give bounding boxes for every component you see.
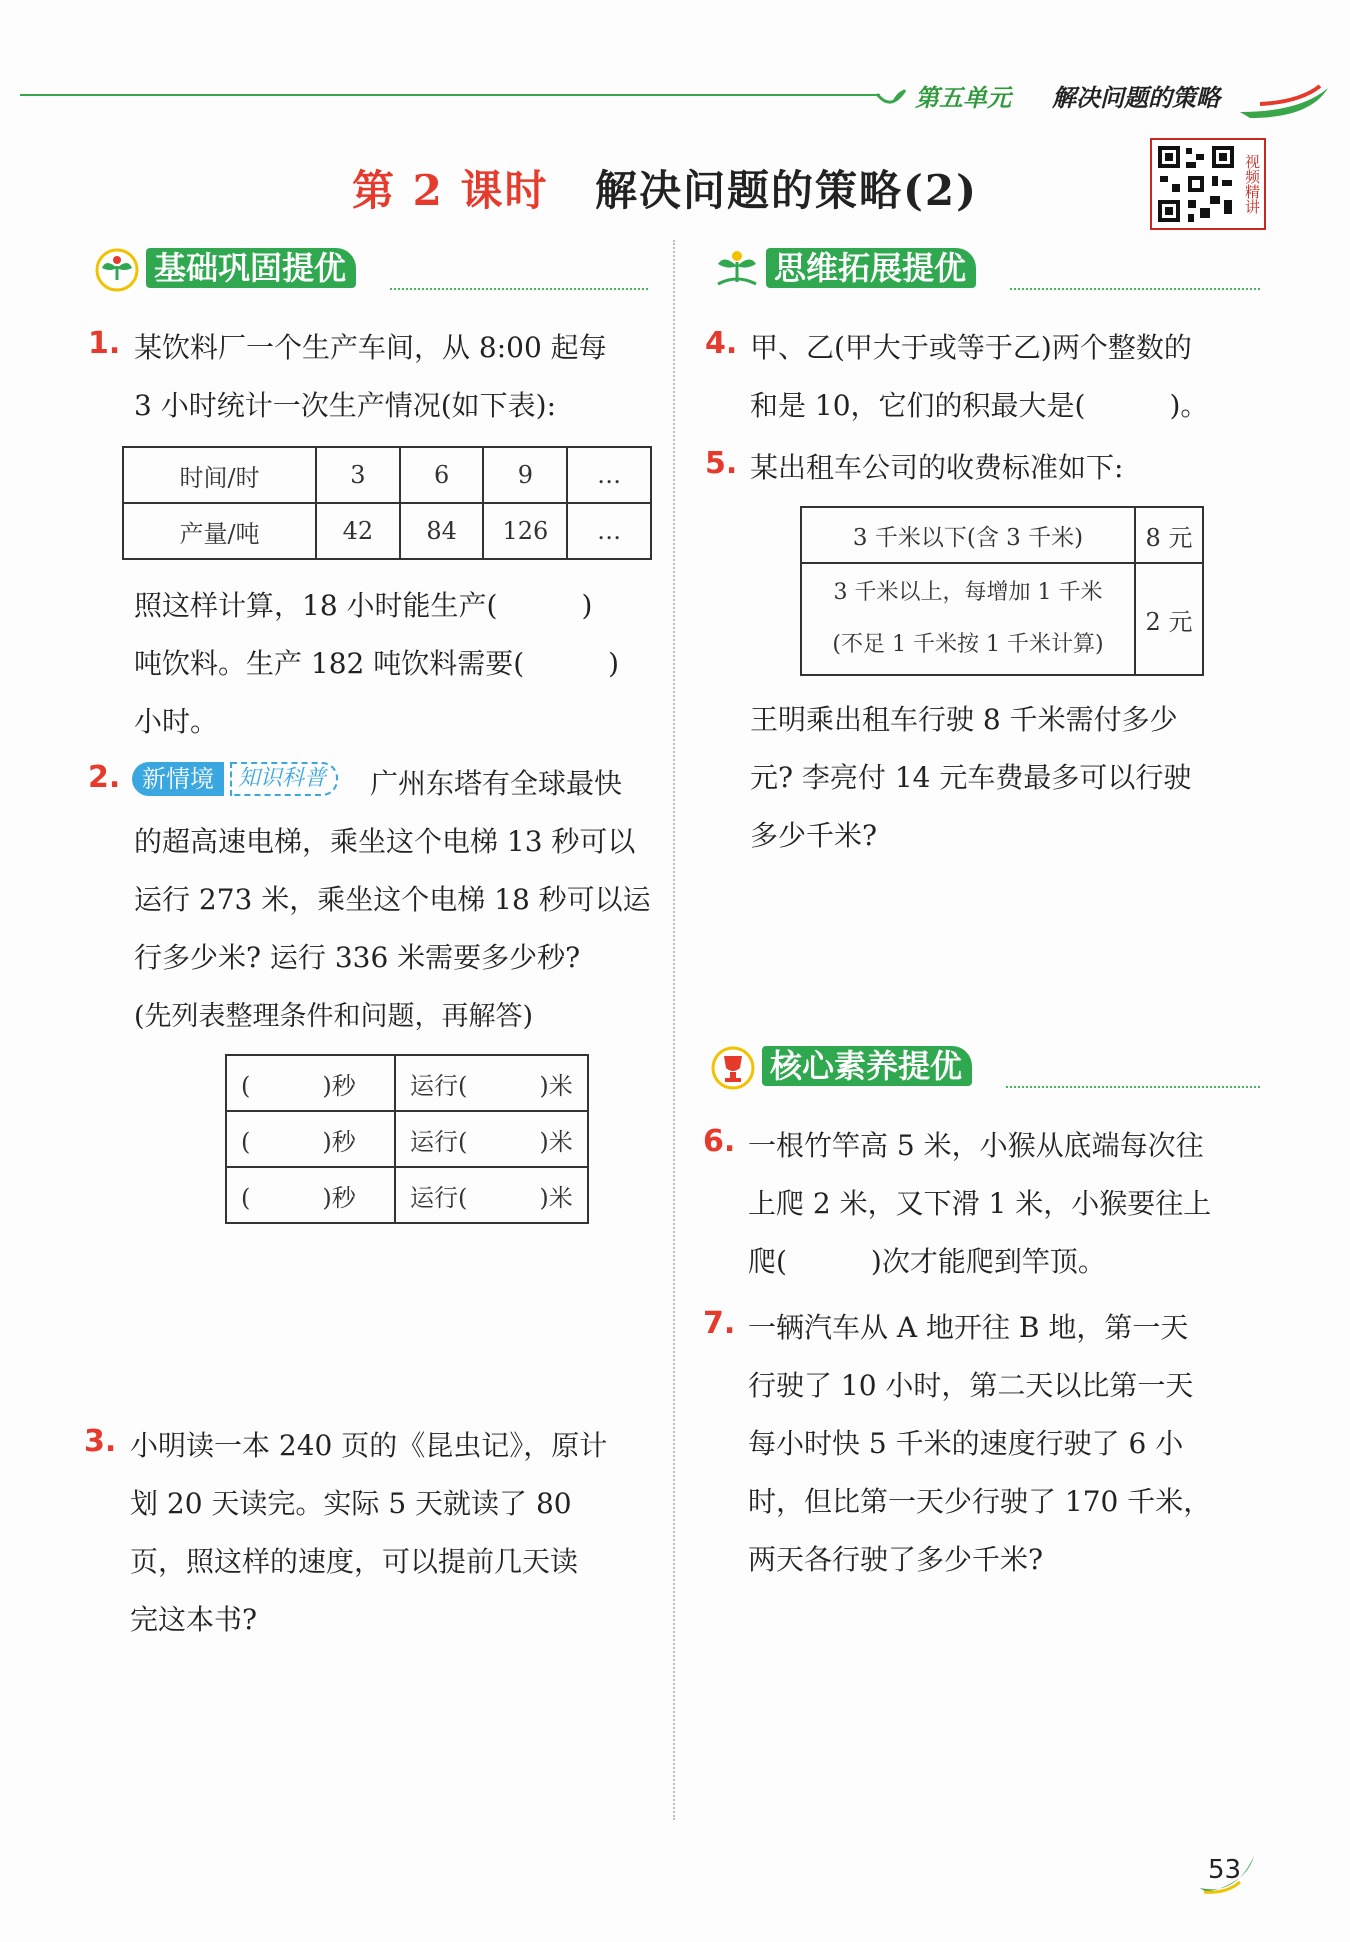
question-text: 爬( )次才能爬到竿顶。 (748, 1245, 1106, 1278)
unit-label: 第五单元 (915, 84, 1011, 112)
question-number: 3. (84, 1424, 117, 1459)
question-text: 广州东塔有全球最快 (370, 767, 623, 800)
leaf-icon (875, 86, 907, 110)
sprout-badge-icon (90, 244, 144, 292)
section-banner-core: 核心素养提优 (762, 1046, 972, 1086)
question-text: 某出租车公司的收费标准如下: (750, 451, 1124, 484)
question-number: 4. (705, 326, 738, 361)
question-text: 某饮料厂一个生产车间，从 8:00 起每 (134, 331, 607, 364)
question-text: 两天各行驶了多少千米? (748, 1543, 1044, 1576)
table-row (226, 1111, 588, 1167)
section-dotted-rule (1006, 1086, 1260, 1090)
question-text: 照这样计算，18 小时能生产( ) (134, 589, 593, 622)
question-number: 2. (88, 760, 121, 795)
table-cell: 9 (483, 447, 567, 503)
production-table (122, 446, 652, 560)
question-text: 多少千米? (750, 819, 878, 852)
question-text: 时，但比第一天少行驶了 170 千米， (748, 1485, 1212, 1518)
question-text: 每小时快 5 千米的速度行驶了 6 小 (748, 1427, 1184, 1460)
question-text: 一根竹竿高 5 米，小猴从底端每次往 (748, 1129, 1204, 1162)
table-cell: 运行( )米 (395, 1055, 588, 1111)
question-text: 3 小时统计一次生产情况(如下表): (134, 389, 556, 422)
table-cell: … (567, 503, 651, 559)
question-text: 小时。 (134, 705, 219, 738)
table-row (123, 503, 651, 559)
section-banner-basic: 基础巩固提优 (146, 248, 356, 288)
table-cell: 126 (483, 503, 567, 559)
table-cell: 3 千米以下(含 3 千米) (801, 507, 1135, 563)
table-cell: 3 (316, 447, 400, 503)
table-cell: 8 元 (1135, 507, 1203, 563)
swoosh-icon (1150, 82, 1330, 122)
page-swoosh-icon (1196, 1848, 1260, 1898)
trophy-badge-icon (706, 1042, 760, 1090)
tag-new-context: 新情境 (132, 762, 224, 796)
question-text: 行多少米? 运行 336 米需要多少秒? (134, 941, 581, 974)
section-dotted-rule (1010, 288, 1260, 292)
question-text: 王明乘出租车行驶 8 千米需付多少 (750, 703, 1178, 736)
table-cell: 84 (400, 503, 484, 559)
question-text: 划 20 天读完。实际 5 天就读了 80 (130, 1487, 572, 1520)
table-cell: 6 (400, 447, 484, 503)
fare-rule-line: 3 千米以上，每增加 1 千米 (833, 580, 1103, 605)
qr-video-label: 视频精讲 (1238, 138, 1266, 230)
section-dotted-rule (390, 288, 648, 292)
table-cell: 42 (316, 503, 400, 559)
table-cell: 时间/时 (123, 447, 316, 503)
table-cell: 产量/吨 (123, 503, 316, 559)
table-row (226, 1167, 588, 1223)
question-number: 7. (703, 1306, 736, 1341)
question-text: 的超高速电梯，乘坐这个电梯 13 秒可以 (134, 825, 636, 858)
question-text: 行驶了 10 小时，第二天以比第一天 (748, 1369, 1194, 1402)
table-row (226, 1055, 588, 1111)
elevator-table (225, 1054, 589, 1224)
question-text: 页，照这样的速度，可以提前几天读 (130, 1545, 579, 1578)
tag-knowledge: 知识科普 (230, 762, 338, 796)
table-cell: … (567, 447, 651, 503)
table-cell: ( )秒 (226, 1111, 395, 1167)
qr-code-icon[interactable] (1150, 138, 1242, 230)
question-text: 一辆汽车从 A 地开往 B 地，第一天 (748, 1311, 1189, 1344)
question-number: 1. (88, 326, 121, 361)
taxi-fare-table (800, 506, 1204, 676)
table-row (801, 507, 1203, 563)
question-number: 6. (703, 1124, 736, 1159)
question-text: 上爬 2 米，又下滑 1 米，小猴要往上 (748, 1187, 1212, 1220)
question-text: 小明读一本 240 页的《昆虫记》，原计 (130, 1429, 608, 1462)
table-cell: ( )秒 (226, 1167, 395, 1223)
question-text: 运行 273 米，乘坐这个电梯 18 秒可以运 (134, 883, 651, 916)
table-cell: 运行( )米 (395, 1167, 588, 1223)
column-divider (673, 240, 675, 1820)
unit-topic: 解决问题的策略 (1052, 84, 1220, 112)
section-banner-thinking: 思维拓展提优 (766, 248, 976, 288)
question-text: 吨饮料。生产 182 吨饮料需要( ) (134, 647, 620, 680)
lesson-number: 第 2 课时 (352, 166, 549, 215)
table-cell: ( )秒 (226, 1055, 395, 1111)
page-number: 53 (1208, 1855, 1242, 1885)
lesson-title: 解决问题的策略(2) (595, 166, 978, 215)
table-row (123, 447, 651, 503)
question-text: (先列表整理条件和问题，再解答) (134, 1001, 534, 1032)
table-cell: 运行( )米 (395, 1111, 588, 1167)
question-text: 和是 10，它们的积最大是( )。 (750, 389, 1209, 422)
table-cell (801, 563, 1135, 675)
header-rule (20, 94, 880, 96)
table-cell: 2 元 (1135, 563, 1203, 675)
question-text: 甲、乙(甲大于或等于乙)两个整数的 (750, 331, 1192, 364)
question-text: 完这本书? (130, 1603, 258, 1636)
seedling-badge-icon (710, 244, 764, 292)
table-row (801, 563, 1203, 675)
question-number: 5. (705, 446, 738, 481)
fare-rule-note: (不足 1 千米按 1 千米计算) (832, 632, 1104, 657)
question-text: 元? 李亮付 14 元车费最多可以行驶 (750, 761, 1192, 794)
